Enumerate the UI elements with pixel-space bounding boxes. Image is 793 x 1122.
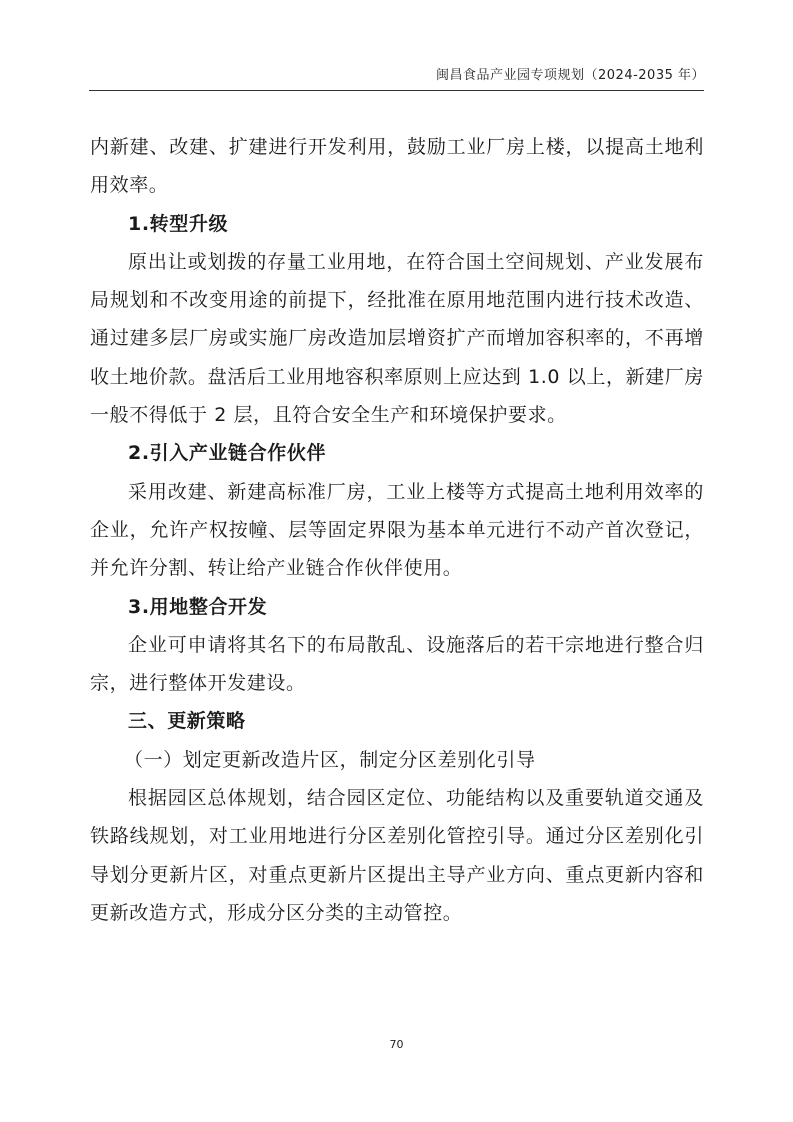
paragraph-continuation: 内新建、改建、扩建进行开发利用，鼓励工业厂房上楼，以提高土地利用效率。: [90, 136, 704, 197]
subsection-heading-zoning-guidance: （一）划定更新改造片区，制定分区差别化引导: [124, 748, 536, 771]
running-header: 闽昌食品产业园专项规划（2024-2035 年）: [436, 68, 705, 83]
paragraph-transformation-upgrade: 原出让或划拨的存量工业用地，在符合国土空间规划、产业发展布局规划和不改变用途的前提下，经批准在原用地范围内进行技术改造、通过建多层厂房或实施厂房改造加层增资扩产而增加容积率的，不再增收土地价款。盘活后工业用地容积率原则上应达到 1.0 以上，新建厂房一般不得低于 2 层，且符合安全生产和环境保护要求。: [90, 250, 704, 427]
header-divider: [89, 90, 704, 91]
page-body: [90, 128, 704, 932]
paragraph-land-consolidation: 企业可申请将其名下的布局散乱、设施落后的若干宗地进行整合归宗，进行整体开发建设。: [90, 633, 704, 695]
paragraph-zoning-guidance: 根据园区总体规划，结合园区定位、功能结构以及重要轨道交通及铁路线规划，对工业用地进行分区差别化管控引导。通过分区差别化引导划分更新片区，对重点更新片区提出主导产业方向、重点更新内容和更新改造方式，形成分区分类的主动管控。: [90, 787, 704, 924]
paragraph-industry-chain-partners: 采用改建、新建高标准厂房，工业上楼等方式提高土地利用效率的企业，允许产权按幢、层等固定界限为基本单元进行不动产首次登记，并允许分割、转让给产业链合作伙伴使用。: [90, 480, 704, 580]
section-heading-industry-chain-partners: 2.引入产业链合作伙伴: [128, 442, 327, 465]
section-heading-land-consolidation: 3.用地整合开发: [128, 595, 268, 618]
section-heading-transformation-upgrade: 1.转型升级: [128, 212, 229, 235]
page-number: 70: [389, 1038, 404, 1051]
chapter-heading-renewal-strategy: 三、更新策略: [128, 710, 246, 733]
